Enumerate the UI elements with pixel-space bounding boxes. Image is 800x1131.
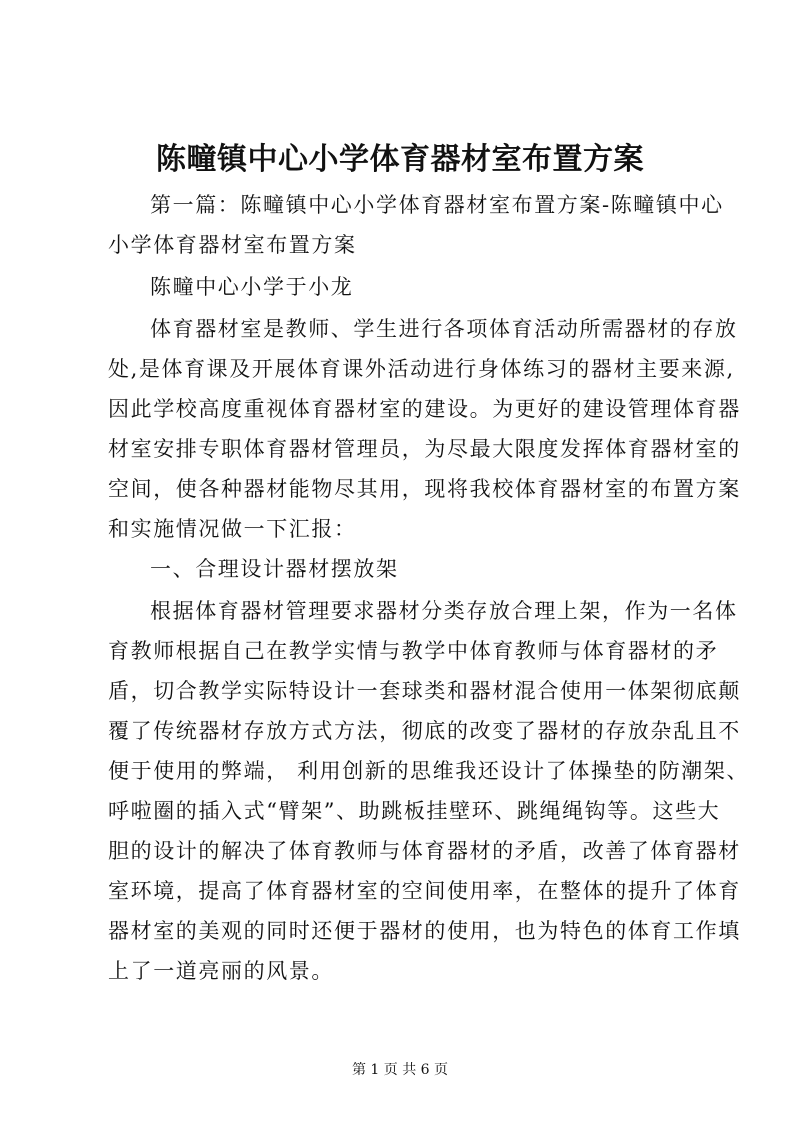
document-title: 陈疃镇中心小学体育器材室布置方案 <box>156 142 644 177</box>
body-line: 空间，使各种器材能物尽其用，现将我校体育器材室的布置方案 <box>108 477 741 501</box>
body-line: 体育器材室是教师、学生进行各项体育活动所需器材的存放 <box>150 317 738 341</box>
body-line: 便于使用的弊端， 利用创新的思维我还设计了体操垫的防潮架、 <box>108 759 750 783</box>
body-line: 上了一道亮丽的风景。 <box>108 959 334 983</box>
body-line: 小学体育器材室布置方案 <box>108 233 357 257</box>
body-line: 因此学校高度重视体育器材室的建设。为更好的建设管理体育器 <box>108 397 741 421</box>
body-line: 胆的设计的解决了体育教师与体育器材的矛盾，改善了体育器材 <box>108 839 741 863</box>
body-line: 器材室的美观的同时还便于器材的使用，也为特色的体育工作填 <box>108 919 741 943</box>
body-line: 室环境，提高了体育器材室的空间使用率，在整体的提升了体育 <box>108 879 741 903</box>
body-line: 材室安排专职体育器材管理员，为尽最大限度发挥体育器材室的 <box>108 437 741 461</box>
author-line: 陈疃中心小学于小龙 <box>150 275 354 299</box>
body-line: 和实施情况做一下汇报： <box>108 517 357 541</box>
body-line: 根据体育器材管理要求器材分类存放合理上架，作为一名体 <box>150 599 738 623</box>
section-heading: 一、合理设计器材摆放架 <box>150 557 399 581</box>
body-line: 育教师根据自己在教学实情与教学中体育教师与体育器材的矛 <box>108 639 719 663</box>
body-line: 呼啦圈的插入式“臂架”、助跳板挂壁环、跳绳绳钩等。这些大 <box>108 799 721 823</box>
body-line: 第一篇：陈疃镇中心小学体育器材室布置方案-陈疃镇中心 <box>150 193 724 217</box>
body-line: 盾，切合教学实际特设计一套球类和器材混合使用一体架彻底颠 <box>108 679 741 703</box>
page-number-footer: 第 1 页 共 6 页 <box>351 1062 449 1078</box>
body-line: 处,是体育课及开展体育课外活动进行身体练习的器材主要来源, <box>108 357 735 381</box>
body-line: 覆了传统器材存放方式方法，彻底的改变了器材的存放杂乱且不 <box>108 719 741 743</box>
